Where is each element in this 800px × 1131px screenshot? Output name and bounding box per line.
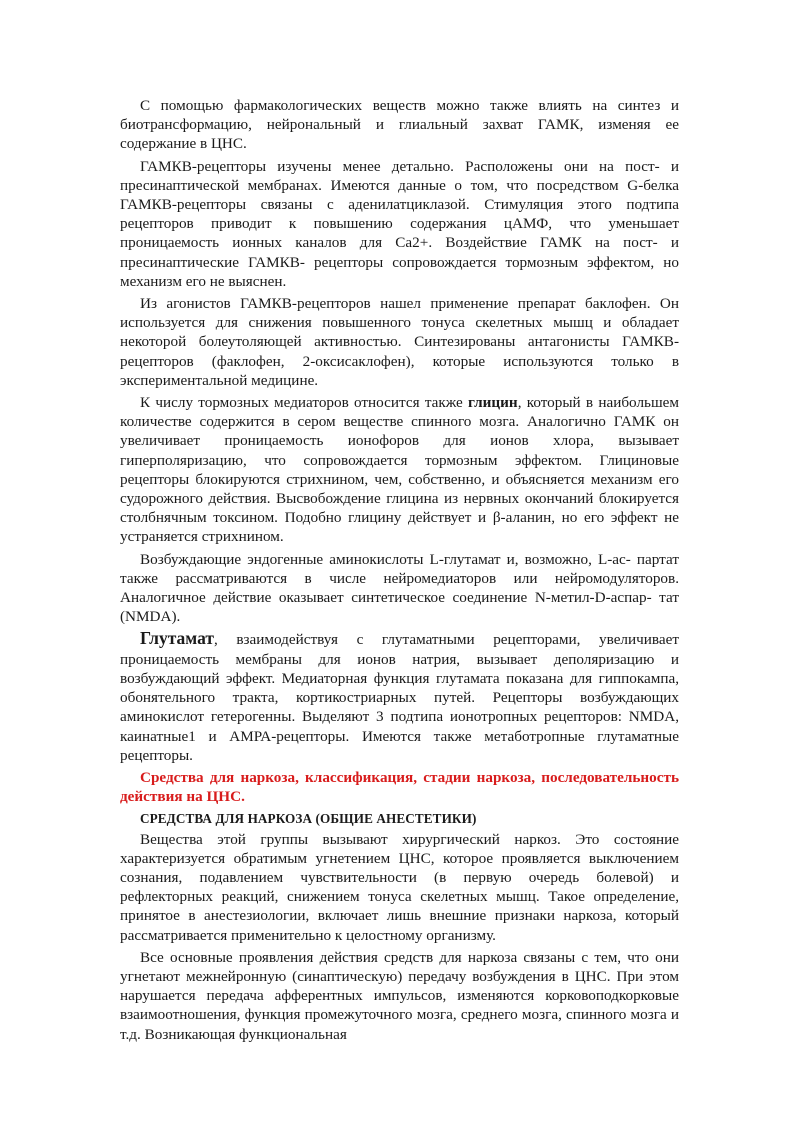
glycine-text-after: , который в наибольшем количестве содержится в сером веществе спинного мозга. Аналогично ГАМК он увеличивает проницаемость ионофоров для ионов хлора, вызывает гиперполяризацию, что сопровождается тормозным эффектом. Глициновые рецепторы блокируются стрихнином, чем, собственно, и объясняется механизм его судорожного действия. Высвобождение глицина из нервных окончаний блокируется столбнячным токсином. Подобно глицину действует и β-аланин, но его эффект не устраняется стрихнином. [120, 394, 679, 546]
section-heading: СРЕДСТВА ДЛЯ НАРКОЗА (ОБЩИЕ АНЕСТЕТИКИ) [140, 811, 477, 827]
glutamate-text: , взаимодействуя с глутаматными рецепторами, увеличивает проницаемость мембраны для ионов натрия, вызывает деполяризацию и возбуждающий эффект. Медиаторная функция глутамата показана для гиппокампа, обонятельного тракта, кортикостриарных путей. Рецепторы возбуждающих аминокислот гетерогенны. Выделяют 3 подтипа ионотропных рецепторов: NMDA, каинатные1 и АМРА-рецепторы. Имеются также метаботропные глутаматные рецепторы. [120, 631, 679, 764]
glutamate-term: Глутамат [140, 628, 214, 649]
paragraph-anesthesia-mechanism: Все основные проявления действия средств для наркоза связаны с тем, что они угнетают межнейронную (синаптическую) передачу возбуждения в ЦНС. При этом нарушается передача афферентных импульсов, изменяются корковоподкорковые взаимоотношения, функция промежуточного мозга, среднего мозга, спинного мозга и т.д. Возникающая функциональная [120, 948, 679, 1043]
question-heading: Средства для наркоза, классификация, стадии наркоза, последовательность действия на ЦНС. [120, 768, 679, 806]
paragraph-glutamate [120, 629, 679, 764]
paragraph-baclofen: Из агонистов ГАМКВ-рецепторов нашел применение препарат баклофен. Он используется для снижения повышенного тонуса скелетных мышц и обладает некоторой болеутоляющей активностью. Синтезированы антагонисты ГАМКВ-рецепторов (факлофен, 2-оксисаклофен), которые используются только в экспериментальной медицине. [120, 295, 679, 389]
paragraph-gabab-receptors: ГАМКВ-рецепторы изучены менее детально. Расположены они на пост- и пресинаптической мембранах. Имеются данные о том, что посредством G-белка ГАМКВ-рецепторы связаны с аденилатциклазой. Стимуляция этого подтипа рецепторов приводит к повышению содержания цАМФ, что уменьшает проницаемость ионных каналов для Са2+. Воздействие ГАМК на пост- и пресинаптические ГАМКВ- рецепторы сопровождается тормозным эффектом, но механизм его не выяснен. [120, 157, 679, 290]
paragraph-excitatory-amino-acids: Возбуждающие эндогенные аминокислоты L-глутамат и, возможно, L-ас- партат также рассматриваются в числе нейромедиаторов или нейромодуляторов. Аналогичное действие оказывает синтетическое соединение N-метил-D-аспар- тат (NMDA). [120, 550, 679, 626]
paragraph-anesthesia-definition: Вещества этой группы вызывают хирургический наркоз. Это состояние характеризуется обратимым угнетением ЦНС, которое проявляется выключением сознания, подавлением чувствительности (в первую очередь болевой) и рефлекторных реакций, снижением тонуса скелетных мышц. Такое определение, принятое в анестезиологии, включает лишь внешние признаки наркоза, который рассматривается применительно к целостному организму. [120, 830, 679, 944]
paragraph-glycine [120, 393, 679, 547]
document-page [120, 96, 679, 1047]
glycine-term: глицин [468, 394, 518, 412]
glycine-text-before: К числу тормозных медиаторов относится также [140, 394, 469, 412]
paragraph-gaba-synthesis: С помощью фармакологических веществ можно также влиять на синтез и биотрансформацию, нейрональный и глиальный захват ГАМК, изменяя ее содержание в ЦНС. [120, 97, 679, 153]
